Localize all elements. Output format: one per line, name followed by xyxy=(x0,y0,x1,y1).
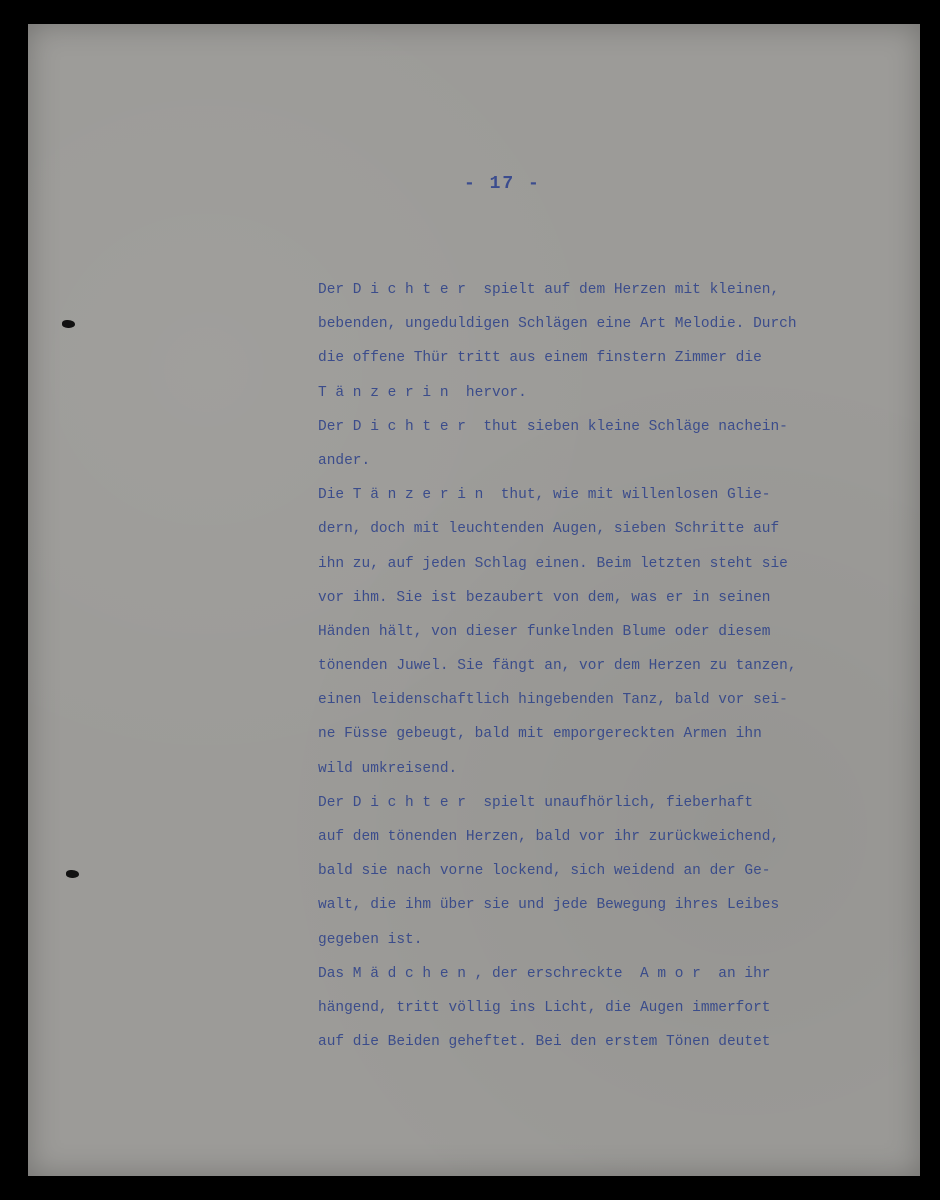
page-number: - 17 - xyxy=(464,174,541,194)
text-line: wild umkreisend. xyxy=(318,760,458,777)
punch-hole xyxy=(66,870,79,878)
text-line: auf dem tönenden Herzen, bald vor ihr zurückweichend, xyxy=(318,829,780,845)
text-line: Der D i c h t e r thut sieben kleine Schläge nachein- xyxy=(318,418,788,435)
text-line: ihn zu, auf jeden Schlag einen. Beim letzten steht sie xyxy=(318,555,788,572)
text-line: die offene Thür tritt aus einem finstern Zimmer die xyxy=(318,350,762,367)
text-line: ander. xyxy=(318,452,371,469)
text-line: bald sie nach vorne lockend, sich weidend an der Ge- xyxy=(318,863,771,880)
text-line: Die T ä n z e r i n thut, wie mit willenlosen Glie- xyxy=(318,487,771,504)
text-line: Der D i c h t e r spielt auf dem Herzen mit kleinen, xyxy=(318,282,780,298)
text-line: bebenden, ungeduldigen Schlägen eine Art Melodie. Durch xyxy=(318,316,797,333)
text-line: T ä n z e r i n hervor. xyxy=(318,384,527,401)
text-line: einen leidenschaftlich hingebenden Tanz, bald vor sei- xyxy=(318,692,788,709)
text-line: Händen hält, von dieser funkelnden Blume oder diesem xyxy=(318,623,771,640)
text-line: hängend, tritt völlig ins Licht, die Augen immerfort xyxy=(318,999,771,1016)
text-line: tönenden Juwel. Sie fängt an, vor dem Herzen zu tanzen, xyxy=(318,658,797,675)
document-page xyxy=(28,24,920,1176)
text-line: auf die Beiden geheftet. Bei den erstem Tönen deutet xyxy=(318,1034,771,1051)
text-line: dern, doch mit leuchtenden Augen, sieben Schritte auf xyxy=(318,521,780,538)
punch-hole xyxy=(62,320,75,328)
text-line: ne Füsse gebeugt, bald mit emporgereckten Armen ihn xyxy=(318,726,762,743)
text-line: vor ihm. Sie ist bezaubert von dem, was er in seinen xyxy=(318,589,771,606)
text-line: Das M ä d c h e n , der erschreckte A m o r an ihr xyxy=(318,965,771,982)
typewritten-text xyxy=(318,273,898,1059)
text-line: gegeben ist. xyxy=(318,931,423,948)
text-line: Der D i c h t e r spielt unaufhörlich, fieberhaft xyxy=(318,794,754,811)
text-line: walt, die ihm über sie und jede Bewegung ihres Leibes xyxy=(318,897,780,914)
